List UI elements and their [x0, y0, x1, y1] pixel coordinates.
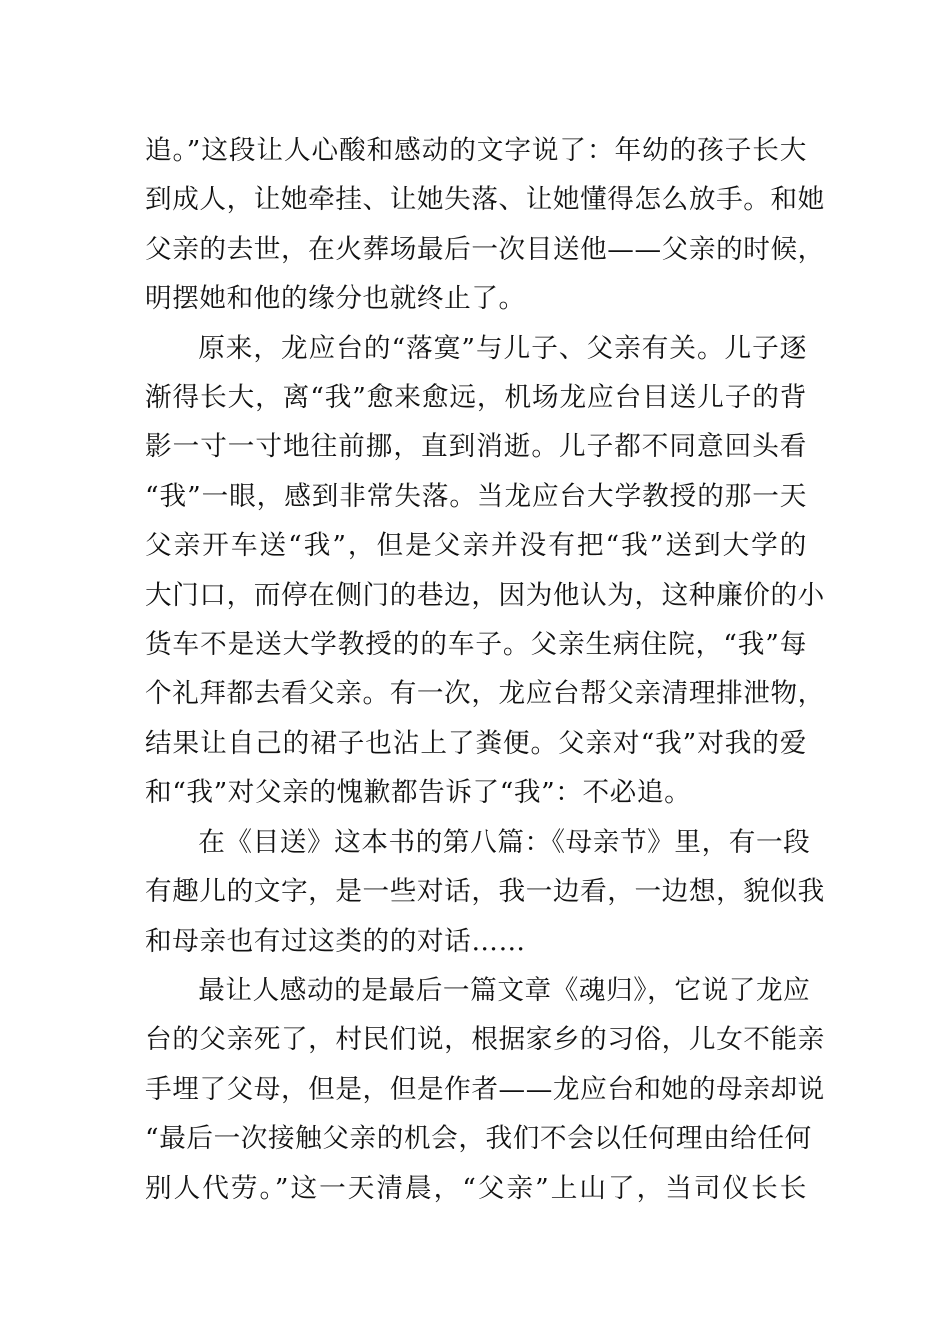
- text-line: 在《目送》这本书的第八篇：《母亲节》里，有一段: [198, 826, 811, 858]
- text-line: 有趣儿的文字，是一些对话，我一边看，一边想，貌似我: [145, 876, 825, 908]
- text-line: 渐得长大，离“我”愈来愈远，机场龙应台目送儿子的背: [145, 382, 807, 414]
- text-line: 个礼拜都去看父亲。有一次，龙应台帮父亲清理排泄物，: [145, 678, 825, 710]
- text-line: 大门口，而停在侧门的巷边，因为他认为，这种廉价的小: [145, 579, 825, 611]
- text-line: 手埋了父母，但是，但是作者——龙应台和她的母亲却说: [145, 1073, 825, 1105]
- text-line: 影一寸一寸地往前挪，直到消逝。儿子都不同意回头看: [145, 431, 807, 463]
- text-line: 追。”这段让人心酸和感动的文字说了：年幼的孩子长大: [145, 135, 807, 166]
- text-line: 明摆她和他的缘分也就终止了。: [145, 283, 526, 315]
- text-line: 结果让自己的裙子也沾上了粪便。父亲对“我”对我的爱: [145, 727, 807, 759]
- paragraph-2: [145, 324, 825, 818]
- text-line: 别人代劳。”这一天清晨，“父亲”上山了，当司仪长长: [145, 1172, 807, 1204]
- paragraph-1: [145, 126, 825, 324]
- text-line: 和母亲也有过这类的的对话……: [145, 925, 526, 957]
- text-line: 父亲的去世，在火葬场最后一次目送他——父亲的时候，: [145, 233, 825, 265]
- paragraph-4: [145, 966, 825, 1213]
- text-line: 货车不是送大学教授的的车子。父亲生病住院，“我”每: [145, 629, 807, 661]
- text-line: “我”一眼，感到非常失落。当龙应台大学教授的那一天: [145, 480, 807, 512]
- text-line: 台的父亲死了，村民们说，根据家乡的习俗，儿女不能亲: [145, 1024, 825, 1056]
- text-line: 到成人，让她牵挂、让她失落、让她懂得怎么放手。和她: [145, 184, 825, 216]
- text-line: 和“我”对父亲的愧歉都告诉了“我”：不必追。: [145, 777, 692, 809]
- text-line: 最让人感动的是最后一篇文章《魂归》，它说了龙应: [198, 974, 811, 1006]
- text-line: “最后一次接触父亲的机会，我们不会以任何理由给任何: [145, 1123, 812, 1155]
- text-line: 原来，龙应台的“落寞”与儿子、父亲有关。儿子逐: [198, 332, 807, 364]
- text-line: 父亲开车送“我”，但是父亲并没有把“我”送到大学的: [145, 530, 807, 562]
- document-page: [145, 126, 825, 1213]
- paragraph-3: [145, 818, 825, 966]
